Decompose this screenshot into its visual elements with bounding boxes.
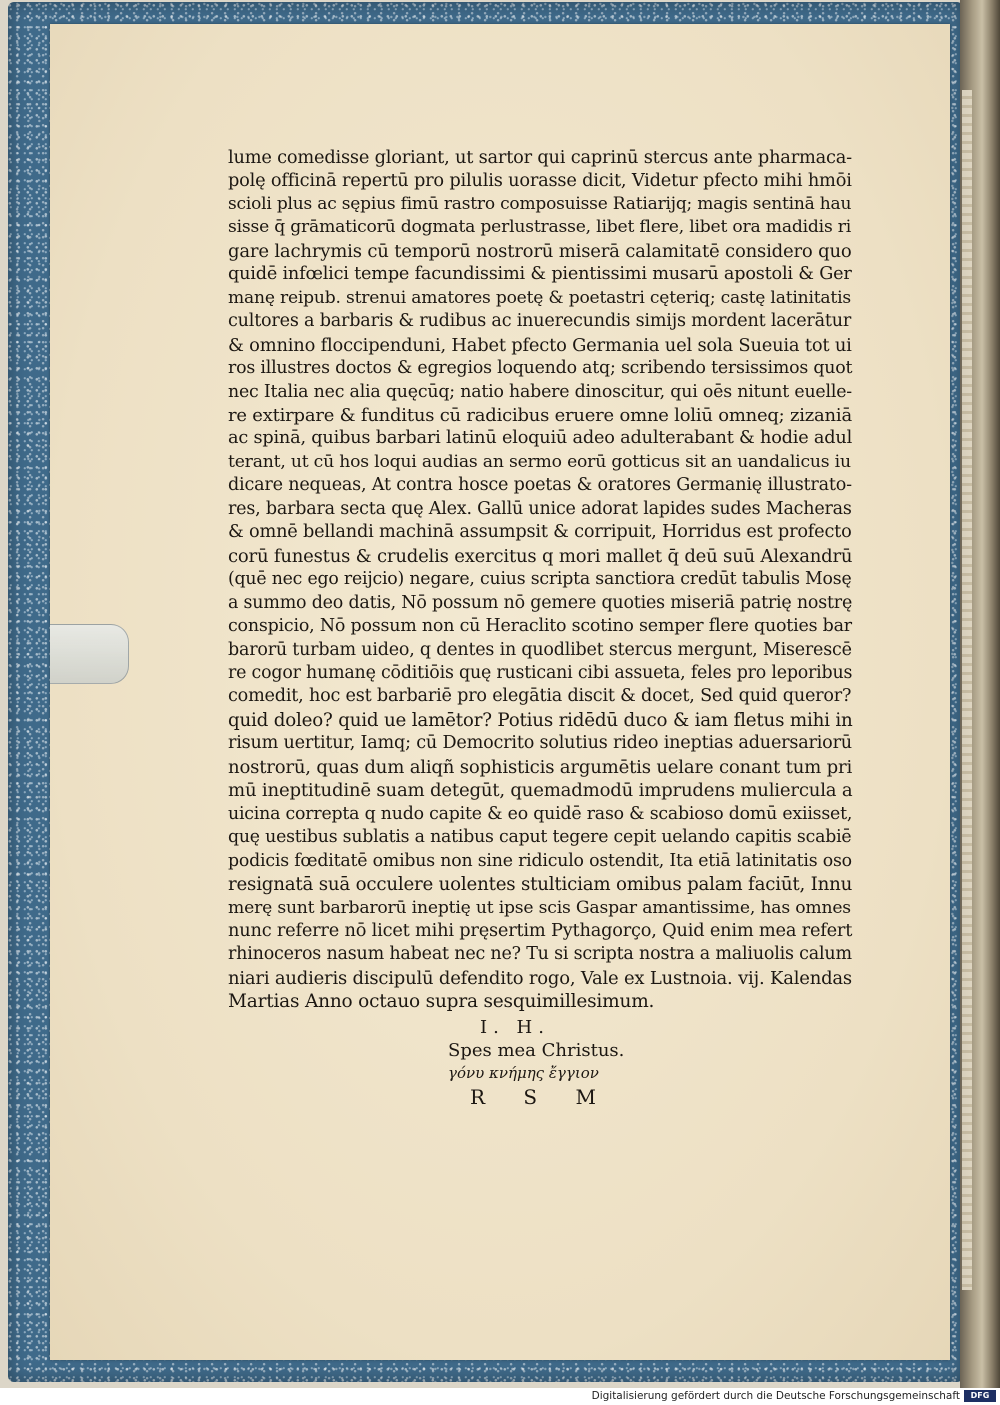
funding-credit: Digitalisierung gefördert durch die Deutsche Forschungsgemeinschaft	[591, 1390, 960, 1402]
text-line: podicis fœditatē omibus non sine ridiculo ostendit, Ita etiā latinitatis oso	[228, 850, 852, 871]
text-line: rhinoceros nasum habeat nec ne? Tu si scripta nostra a maliuolis calum	[228, 944, 852, 965]
dfg-logo-icon: DFG	[964, 1390, 996, 1402]
signature-letters: R S M	[470, 1085, 612, 1109]
body-text	[228, 146, 853, 1014]
text-line: uicina correpta q nudo capite & eo quidē raso & scabioso domū exiisset,	[228, 803, 853, 824]
text-line: nec Italia nec alia quęcūq; natio habere dinoscitur, qui oēs nitunt euelle-	[228, 381, 852, 402]
text-line: ac spinā, quibus barbari latinū eloquiū adeo adulterabant & hodie adul	[228, 428, 853, 449]
text-line: barorū turbam uideo, q dentes in quodlibet stercus mergunt, Miserescē	[228, 639, 852, 660]
text-line: conspicio, Nō possum non cū Heraclito scotino semper flere quoties bar	[228, 616, 852, 637]
text-line: a summo deo datis, Nō possum nō gemere quoties miseriā patrię nostrę	[228, 592, 853, 613]
text-line: quidē infœlici tempe facundissimi & pientissimi musarū apostoli & Ger	[228, 264, 852, 285]
text-line: & omnē bellandi machinā assumpsit & corripuit, Horridus est profecto	[228, 522, 852, 543]
text-line: cultores a barbaris & rudibus ac inuerecundis simijs mordent lacerātur	[228, 311, 852, 332]
text-line: (quē nec ego reijcio) negare, cuius scripta sanctiora credūt tabulis Mosę	[228, 569, 852, 590]
text-line: & omnino floccipenduni, Habet pfecto Germania uel sola Sueuia tot ui	[228, 334, 852, 356]
text-line: quid doleo? quid ue lamētor? Potius ridēdū duco & iam fletus mihi in	[228, 709, 853, 731]
text-line: terant, ut cū hos loqui audias an sermo eorū gotticus sit an uandalicus iu	[228, 451, 851, 472]
text-line: nunc referre nō licet mihi pręsertim Pythagorço, Quid enim mea refert	[228, 920, 853, 941]
text-line: quę uestibus sublatis a natibus caput tegere cepit uelando capitis scabiē	[228, 827, 852, 848]
text-line: polę officinā repertū pro pilulis uorasse dicit, Videtur pfecto mihi hmōi	[228, 170, 852, 192]
signature-motto: Spes mea Christus.	[448, 1040, 625, 1061]
signature-initials: I. H.	[480, 1017, 550, 1038]
text-line: scioli plus ac sępius fimū rastro composuisse Ratiarijq; magis sentinā hau	[228, 193, 852, 214]
text-line: risum uertitur, Iamq; cū Democrito solutius rideo ineptias aduersariorū	[228, 733, 852, 754]
text-line: re extirpare & funditus cū radicibus eruere omne loliū omneq; zizaniā	[228, 404, 852, 426]
text-line: niari audieris discipulū defendito rogo, Vale ex Lustnoia. vij. Kalendas	[228, 967, 852, 989]
text-line: Martias Anno octauo supra sesquimillesimum.	[228, 991, 655, 1013]
page-edges	[962, 90, 972, 1290]
text-line: nostrorū, quas dum aliqñ sophisticis argumētis uelare conant tum pri	[228, 756, 853, 778]
text-line: mū ineptitudinē suam detegūt, quemadmodū imprudens muliercula a	[228, 780, 853, 802]
page-clip	[50, 624, 129, 684]
footer-bar	[0, 1388, 1000, 1405]
text-line: comedit, hoc est barbariē pro elegātia discit & docet, Sed quid queror?	[228, 686, 852, 707]
text-line: res, barbara secta quę Alex. Gallū unice adorat lapides sudes Macheras	[228, 498, 852, 519]
text-line: lume comedisse gloriant, ut sartor qui caprinū stercus ante pharmaca-	[228, 147, 852, 168]
text-line: merę sunt barbarorū ineptię ut ipse scis Gaspar amantissime, has omnes	[228, 897, 851, 918]
text-line: re cogor humanę cōditiōis quę rusticani cibi assueta, feles pro leporibus	[228, 662, 853, 683]
text-line: resignatā suā occulere uolentes stulticiam omibus palam faciūt, Innu	[228, 874, 853, 896]
text-line: ros illustres doctos & egregios loquendo atq; scribendo tersissimos quot	[228, 358, 853, 379]
text-line: corū funestus & crudelis exercitus q mori mallet q̄ deū suū Alexandrū	[228, 545, 853, 567]
text-line: gare lachrymis cū temporū nostrorū miserā calamitatē considero quo	[228, 240, 852, 262]
text-line: sisse q̄ grāmaticorū dogmata perlustrasse, libet flere, libet ora madidis ri	[228, 217, 852, 238]
text-line: dicare nequeas, At contra hosce poetas & oratores Germanię illustrato-	[228, 475, 852, 496]
signature-greek: γόνυ κνήμης ἔγγιον	[448, 1064, 599, 1082]
text-line: manę reipub. strenui amatores poetę & poetastri cęteriq; castę latinitatis	[228, 287, 851, 308]
